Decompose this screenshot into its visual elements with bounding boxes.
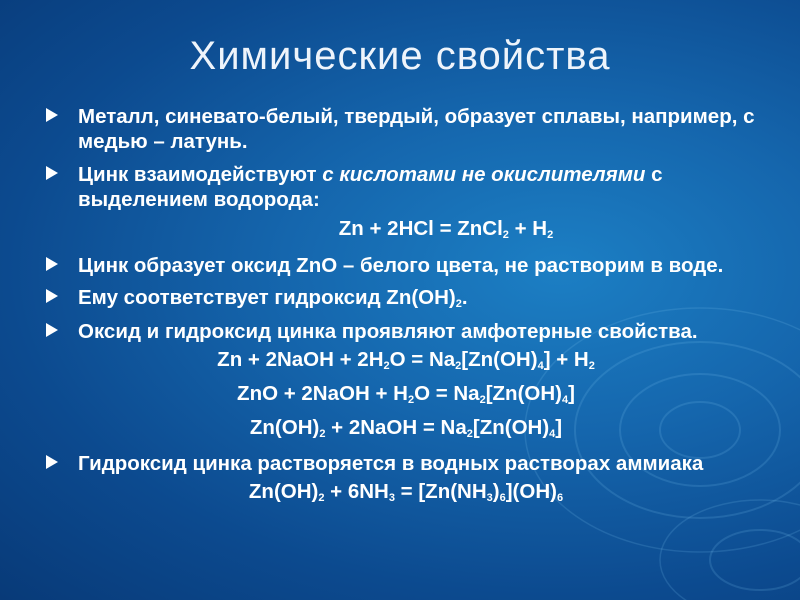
bullet-subscript: 2 <box>455 298 462 310</box>
bullet-text: Цинк образует оксид ZnO – белого цвета, не растворим в воде. <box>78 254 724 277</box>
bullet-text-pre: Ему соответствует гидроксид Zn(OH) <box>78 286 456 309</box>
equation-subscript: 2 <box>588 360 595 372</box>
equation-subscript: 2 <box>319 428 326 440</box>
bullet-arrow-icon <box>46 289 58 303</box>
equation-subscript: 2 <box>383 360 390 372</box>
equation-part: ] <box>555 416 563 439</box>
bullet-text-post: . <box>461 286 468 309</box>
bullet-arrow-icon <box>46 166 58 180</box>
equation-part: + 2NaOH = Na <box>325 416 467 439</box>
bullet-text-pre: Цинк взаимодействуют <box>78 163 323 186</box>
bullet-item-amphoteric <box>46 319 766 344</box>
slide-title: Химические свойства <box>189 34 611 78</box>
equation-subscript: 3 <box>486 492 493 504</box>
equation-subscript: 2 <box>547 229 554 241</box>
equation-subscript: 2 <box>466 428 473 440</box>
slide-content <box>46 104 766 504</box>
equation-zn-naoh <box>46 347 766 372</box>
bullet-item-oxide <box>46 253 766 278</box>
equation-part: ZnO + 2NaOH + H <box>237 382 408 405</box>
equation-part: [Zn(OH) <box>485 382 562 405</box>
equation-part: ) <box>492 480 500 503</box>
equation-subscript: 4 <box>549 428 556 440</box>
equation-subscript: 2 <box>502 229 509 241</box>
equation-subscript: 2 <box>455 360 462 372</box>
equation-part: ] <box>568 382 575 405</box>
equation-part: Zn(OH) <box>248 480 319 503</box>
equation-part: Zn(OH) <box>249 416 320 439</box>
bullet-item-acids <box>46 162 766 212</box>
bullet-text-emphasis: с кислотами не окислителями <box>322 163 646 186</box>
equation-part: + 6NH <box>324 480 389 503</box>
equation-part: ] + H <box>543 348 589 371</box>
equation-part: + H <box>508 217 548 240</box>
equation-subscript: 6 <box>499 492 506 504</box>
bullet-arrow-icon <box>46 455 58 469</box>
bullet-arrow-icon <box>46 108 58 122</box>
bullet-text-post: с выделением водорода: <box>78 163 663 211</box>
bullet-text: Гидроксид цинка растворяется в водных растворах аммиака <box>78 452 704 475</box>
equation-znoh2-naoh <box>46 415 766 440</box>
equation-subscript: 4 <box>537 360 544 372</box>
equation-subscript: 2 <box>479 394 486 406</box>
equation-subscript: 2 <box>407 394 415 406</box>
bullet-item-metal <box>46 104 766 154</box>
equation-part: Zn + 2HCl = ZnCl <box>338 217 503 240</box>
equation-part: [Zn(OH) <box>472 416 550 439</box>
equation-part: = [Zn(NH <box>394 480 487 503</box>
bullet-item-ammonia <box>46 451 766 476</box>
bullet-item-hydroxide <box>46 285 766 310</box>
equation-part: [Zn(OH) <box>461 348 538 371</box>
bullet-arrow-icon <box>46 257 58 271</box>
equation-part: ](OH) <box>505 480 557 503</box>
equation-part: O = Na <box>414 382 480 405</box>
equation-part: Zn + 2NaOH + 2H <box>217 348 384 371</box>
equation-zn-hcl <box>46 216 766 241</box>
equation-znoh2-nh3 <box>46 479 766 504</box>
equation-subscript: 2 <box>318 492 325 504</box>
equation-subscript: 4 <box>561 394 569 406</box>
equation-subscript: 6 <box>556 492 564 504</box>
equation-subscript: 3 <box>388 492 395 504</box>
bullet-text: Металл, синевато-белый, твердый, образует сплавы, например, с медью – латунь. <box>78 105 755 153</box>
bullet-arrow-icon <box>46 323 58 337</box>
equation-part: O = Na <box>389 348 456 371</box>
bullet-text: Оксид и гидроксид цинка проявляют амфотерные свойства. <box>78 320 698 343</box>
equation-zno-naoh <box>46 381 766 406</box>
